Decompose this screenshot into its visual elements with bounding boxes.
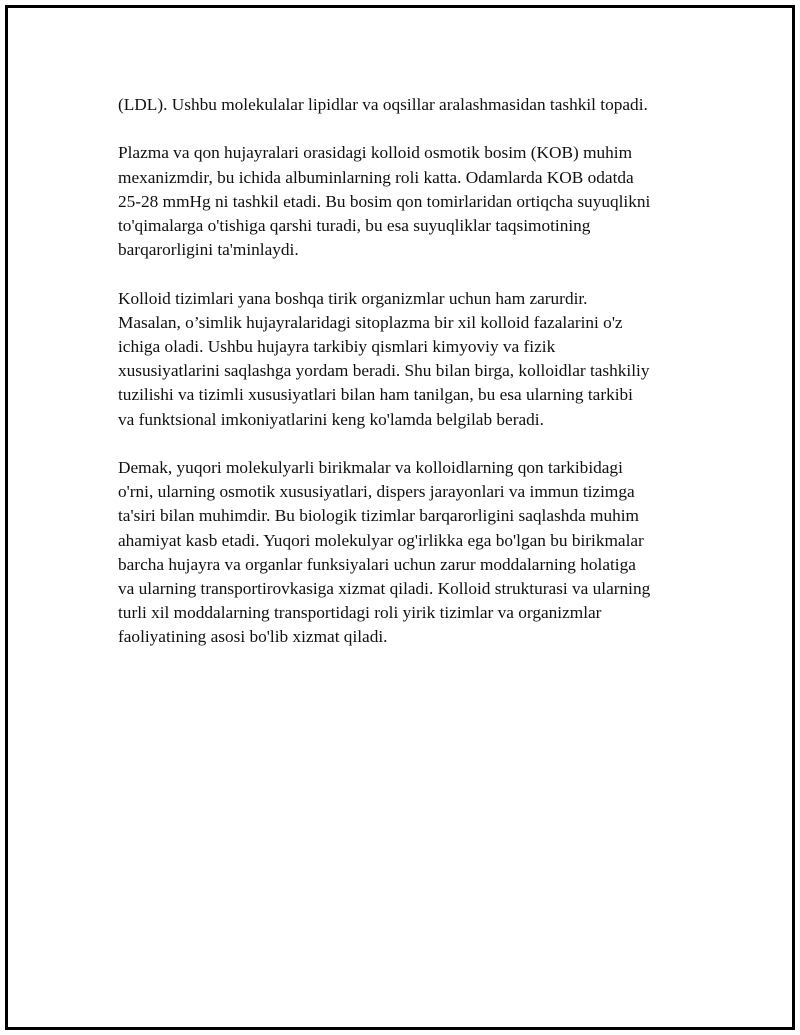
text-line: ta'siri bilan muhimdir. Bu biologik tizimlar barqarorligini saqlashda muhim bbox=[118, 506, 639, 526]
text-line: Masalan, o’simlik hujayralaridagi sitoplazma bir xil kolloid fazalarini o'z bbox=[118, 312, 623, 332]
text-line: (LDL). Ushbu molekulalar lipidlar va oqsillar aralashmasidan tashkil topadi. bbox=[118, 95, 648, 114]
text-line: Plazma va qon hujayralari orasidagi kolloid osmotik bosim (KOB) muhim bbox=[118, 143, 633, 163]
document-body bbox=[118, 93, 698, 674]
paragraph-1 bbox=[118, 93, 698, 117]
text-line: ahamiyat kasb etadi. Yuqori molekulyar og'irlikka ega bo'lgan bu birikmalar bbox=[118, 530, 644, 550]
text-line: Kolloid tizimlari yana boshqa tirik organizmlar uchun ham zarurdir. bbox=[118, 288, 588, 308]
text-line: barcha hujayra va organlar funksiyalari uchun zarur moddalarning holatiga bbox=[118, 554, 636, 574]
paragraph-3 bbox=[118, 287, 698, 432]
paragraph-4 bbox=[118, 456, 698, 650]
paragraph-2 bbox=[118, 141, 698, 262]
text-line: faoliyatining asosi bo'lib xizmat qiladi. bbox=[118, 627, 388, 647]
text-line: tuzilishi va tizimli xususiyatlari bilan ham tanilgan, bu esa ularning tarkibi bbox=[118, 385, 633, 405]
text-line: 25-28 mmHg ni tashkil etadi. Bu bosim qon tomirlaridan ortiqcha suyuqlikni bbox=[118, 191, 651, 211]
text-line: mexanizmdir, bu ichida albuminlarning roli katta. Odamlarda KOB odatda bbox=[118, 167, 634, 187]
text-line: va funktsional imkoniyatlarini keng ko'lamda belgilab beradi. bbox=[118, 409, 544, 429]
text-line: o'rni, ularning osmotik xususiyatlari, dispers jarayonlari va immun tizimga bbox=[118, 482, 635, 502]
text-line: to'qimalarga o'tishiga qarshi turadi, bu esa suyuqliklar taqsimotining bbox=[118, 216, 591, 235]
text-line: barqarorligini ta'minlaydi. bbox=[118, 240, 299, 260]
text-line: ichiga oladi. Ushbu hujayra tarkibiy qismlari kimyoviy va fizik bbox=[118, 337, 556, 356]
text-line: Demak, yuqori molekulyarli birikmalar va kolloidlarning qon tarkibidagi bbox=[118, 458, 623, 477]
text-line: va ularning transportirovkasiga xizmat qiladi. Kolloid strukturasi va ularning bbox=[118, 579, 651, 599]
text-line: turli xil moddalarning transportidagi roli yirik tizimlar va organizmlar bbox=[118, 603, 602, 623]
text-line: xususiyatlarini saqlashga yordam beradi. Shu bilan birga, kolloidlar tashkiliy bbox=[118, 361, 650, 381]
